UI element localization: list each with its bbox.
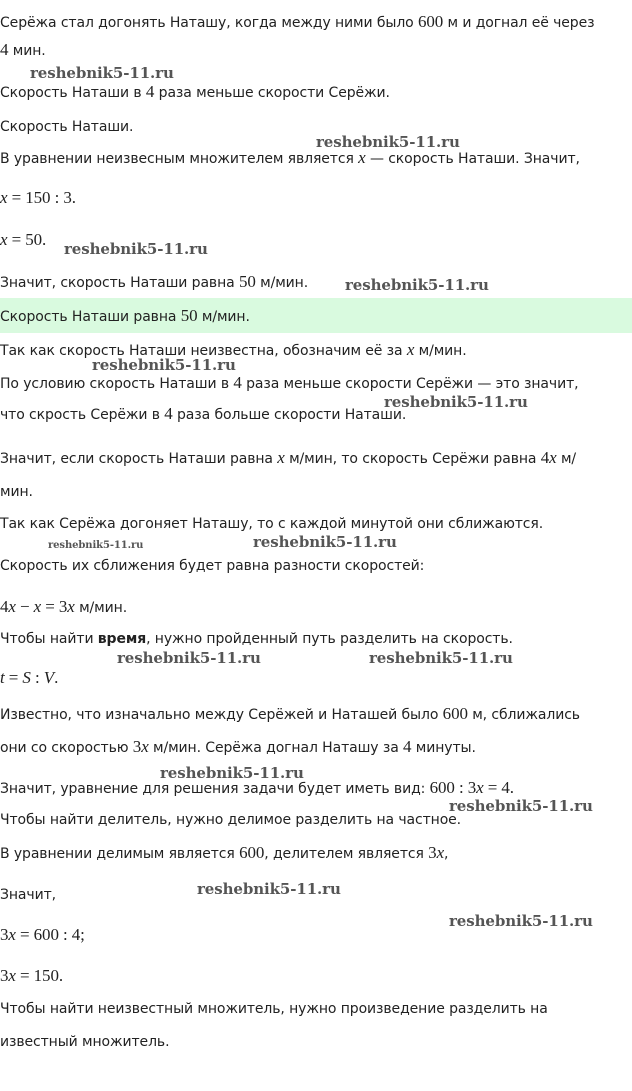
equation-line-4: 3x = 600 : 4; (0, 925, 85, 944)
equation-line-3: 4x − x = 3x м/мин. (0, 597, 128, 616)
equation-line-1: x = 150 : 3. (0, 188, 76, 207)
watermark: reshebnik5-11.ru (48, 540, 144, 551)
text-line-11: По условию скорость Наташи в 4 раза меньше скорости Серёжи — это значит, (0, 373, 579, 392)
watermark: reshebnik5-11.ru (117, 649, 261, 667)
text-line-15: Так как Серёжа догоняет Наташу, то с каждой минутой они сближаются. (0, 516, 544, 532)
watermark: reshebnik5-11.ru (197, 880, 341, 898)
text-line-3: Скорость Наташи в 4 раза меньше скорости Серёжи. (0, 82, 390, 101)
text-line-2: 4 мин. (0, 40, 46, 59)
text-line-20: Известно, что изначально между Серёжей и Наташей было 600 м, сближались (0, 704, 580, 723)
text-line-10: Так как скорость Наташи неизвестна, обозначим её за x м/мин. (0, 340, 467, 359)
text-line-14: мин. (0, 484, 33, 500)
text-line-18: Чтобы найти время, нужно пройденный путь разделить на скорость. (0, 631, 513, 647)
text-line-12: что скрость Серёжи в 4 раза больше скорости Наташи. (0, 404, 407, 423)
text-line-24: В уравнении делимым является 600, делителем является 3x, (0, 843, 449, 862)
watermark: reshebnik5-11.ru (92, 356, 236, 374)
text-line-25: Значит, (0, 887, 56, 903)
text-line-28: Чтобы найти неизвестный множитель, нужно произведение разделить на (0, 1001, 548, 1017)
watermark: reshebnik5-11.ru (30, 64, 174, 82)
equation-line-2: x = 50. (0, 230, 47, 249)
text-line-5: В уравнении неизвесным множителем является x — скорость Наташи. Значит, (0, 148, 580, 167)
text-line-29: известный множитель. (0, 1034, 170, 1050)
text-line-8: Значит, скорость Наташи равна 50 м/мин. (0, 272, 309, 291)
watermark: reshebnik5-11.ru (384, 393, 528, 411)
text-line-1: Серёжа стал догонять Наташу, когда между ними было 600 м и догнал её через (0, 12, 595, 31)
watermark: reshebnik5-11.ru (449, 797, 593, 815)
formula-line: t = S : V. (0, 668, 59, 687)
text-line-4: Скорость Наташи. (0, 119, 134, 135)
watermark: reshebnik5-11.ru (64, 240, 208, 258)
watermark: reshebnik5-11.ru (316, 133, 460, 151)
watermark: reshebnik5-11.ru (253, 533, 397, 551)
text-line-22: Значит, уравнение для решения задачи будет иметь вид: 600 : 3x = 4. (0, 778, 514, 797)
text-line-23: Чтобы найти делитель, нужно делимое разделить на частное. (0, 812, 462, 828)
text-line-21: они со скоростью 3x м/мин. Серёжа догнал Наташу за 4 минуты. (0, 737, 476, 756)
answer-line: Скорость Наташи равна 50 м/мин. (0, 306, 250, 325)
watermark: reshebnik5-11.ru (369, 649, 513, 667)
watermark: reshebnik5-11.ru (345, 276, 489, 294)
text-line-13: Значит, если скорость Наташи равна x м/мин, то скорость Серёжи равна 4x м/ (0, 448, 577, 467)
equation-line-5: 3x = 150. (0, 966, 63, 985)
watermark: reshebnik5-11.ru (449, 912, 593, 930)
watermark: reshebnik5-11.ru (160, 764, 304, 782)
text-line-16: Скорость их сближения будет равна разности скоростей: (0, 558, 425, 574)
